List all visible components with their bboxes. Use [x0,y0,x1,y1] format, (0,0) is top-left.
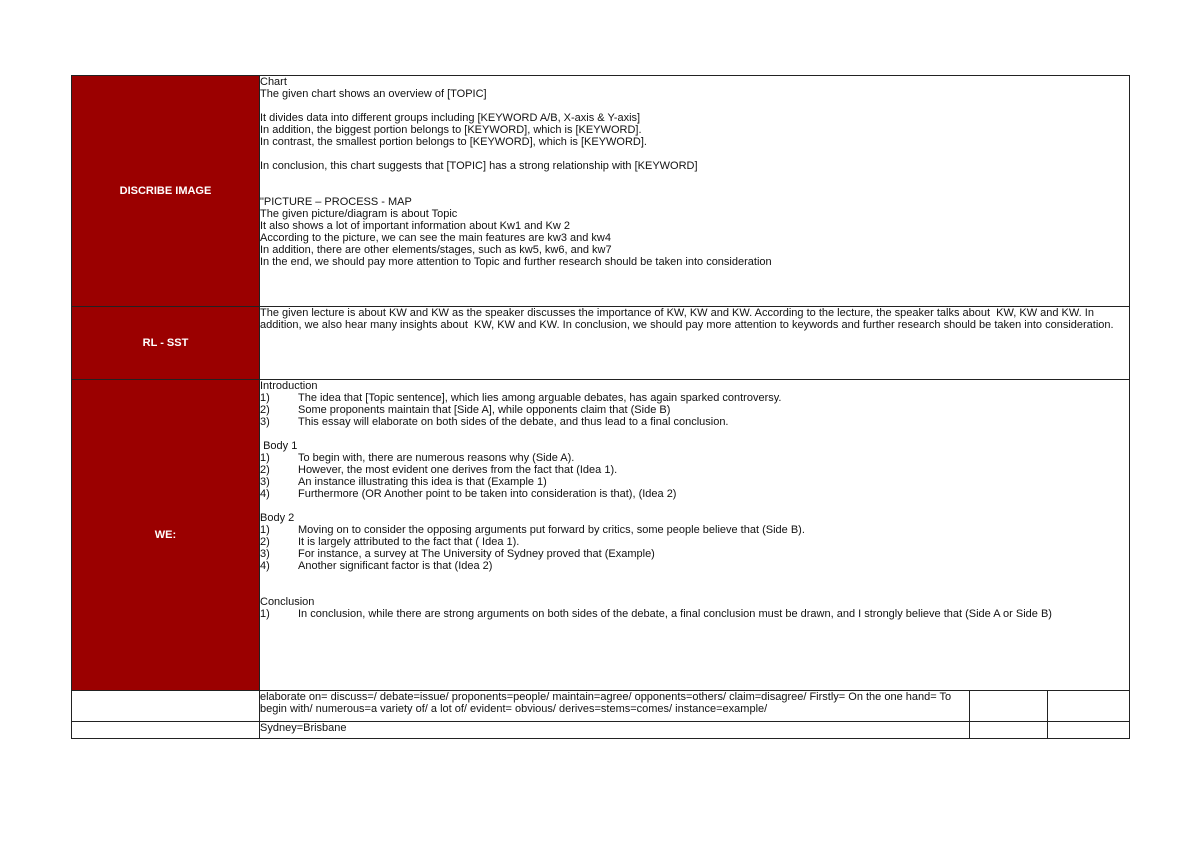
item-number: 1) [260,608,270,620]
blank-cell[interactable] [970,691,1048,722]
item-text: To begin with, there are numerous reasons why (Side A). [298,452,575,464]
list-item [260,464,1129,476]
text-line: Chart [260,76,287,88]
list-item [260,548,1129,560]
body2-heading: Body 2 [260,512,295,524]
worksheet [71,75,1129,739]
item-number: 1) [260,392,270,404]
list-item [260,404,1129,416]
text-line: In the end, we should pay more attention to Topic and further research should be taken into consideration [260,256,772,268]
text-line: According to the picture, we can see the main features are kw3 and kw4 [260,232,611,244]
text-line [260,184,1129,196]
list-item [260,608,1129,620]
text-line: In conclusion, this chart suggests that [TOPIC] has a strong relationship with [KEYWORD] [260,160,698,172]
item-number: 3) [260,548,270,560]
text-line: It divides data into different groups including [KEYWORD A/B, X-axis & Y-axis] [260,112,641,124]
item-text: An instance illustrating this idea is that (Example 1) [298,476,547,488]
item-text: Furthermore (OR Another point to be taken into consideration is that), (Idea 2) [298,488,677,500]
sydney-cell[interactable] [260,722,970,739]
list-item [260,452,1129,464]
text-line: It also shows a lot of important information about Kw1 and Kw 2 [260,220,570,232]
item-number: 1) [260,452,270,464]
text-line: "PICTURE – PROCESS - MAP [260,196,412,208]
text-line [260,172,1129,184]
label-we: WE: [72,380,260,691]
item-text: In conclusion, while there are strong arguments on both sides of the debate, a final conclusion must be drawn, and I strongly believe that (Side A or Side B) [298,608,1052,620]
spacer [260,584,1129,596]
item-number: 3) [260,476,270,488]
list-item [260,476,1129,488]
row-vocabulary [72,691,1130,722]
row-sydney [72,722,1130,739]
blank-cell[interactable] [1048,691,1130,722]
text-line: In addition, the biggest portion belongs to [KEYWORD], which is [KEYWORD]. [260,124,642,136]
list-item [260,560,1129,572]
item-number: 4) [260,488,270,500]
row-describe-image [72,76,1130,307]
item-number: 2) [260,464,270,476]
blank-label-cell[interactable] [72,722,260,739]
item-number: 2) [260,536,270,548]
spacer [260,500,1129,512]
text-line: The given chart shows an overview of [TOPIC] [260,88,487,100]
sydney-text: Sydney=Brisbane [260,722,347,734]
spacer [260,572,1129,584]
intro-heading: Introduction [260,380,318,392]
text-line [260,100,1129,112]
text-line [260,148,1129,160]
label-describe-image: DISCRIBE IMAGE [72,76,260,307]
label-rl-sst: RL - SST [72,307,260,380]
item-text: Moving on to consider the opposing arguments put forward by critics, some people believe that (Side B). [298,524,805,536]
item-text: It is largely attributed to the fact that ( Idea 1). [298,536,520,548]
text-line: The given picture/diagram is about Topic [260,208,458,220]
rl-sst-content[interactable] [260,307,1130,380]
we-content[interactable] [260,380,1130,691]
body1-heading: Body 1 [260,440,298,452]
item-number: 3) [260,416,270,428]
list-item [260,488,1129,500]
row-rl-sst [72,307,1130,380]
vocabulary-cell[interactable] [260,691,970,722]
row-we [72,380,1130,691]
item-number: 1) [260,524,270,536]
rl-sst-text: The given lecture is about KW and KW as the speaker discusses the importance of KW, KW and KW. According to the lecture, the speaker talks about KW, KW and KW. In addition, we also hear many insights about KW, KW and KW. In conclusion, we should pay more attention to keywords and further research should be taken into consideration. [260,307,1114,331]
blank-cell[interactable] [970,722,1048,739]
blank-label-cell[interactable] [72,691,260,722]
item-text: For instance, a survey at The University of Sydney proved that (Example) [298,548,655,560]
list-item [260,536,1129,548]
template-table [71,75,1130,739]
list-item [260,392,1129,404]
item-text: However, the most evident one derives from the fact that (Idea 1). [298,464,618,476]
item-text: The idea that [Topic sentence], which lies among arguable debates, has again sparked controversy. [298,392,782,404]
item-number: 4) [260,560,270,572]
conclusion-heading: Conclusion [260,596,315,608]
list-item [260,416,1129,428]
item-number: 2) [260,404,270,416]
spacer [260,428,1129,440]
vocabulary-text: elaborate on= discuss=/ debate=issue/ proponents=people/ maintain=agree/ opponents=others/ claim=disagree/ Firstly= On the one hand= To begin with/ numerous=a variety of/ a lot of/ evident= obvious/ derives=stems=comes/ instance=example/ [260,691,955,715]
blank-cell[interactable] [1048,722,1130,739]
item-text: Another significant factor is that (Idea 2) [298,560,493,572]
list-item [260,524,1129,536]
text-line: In addition, there are other elements/stages, such as kw5, kw6, and kw7 [260,244,612,256]
item-text: Some proponents maintain that [Side A], while opponents claim that (Side B) [298,404,671,416]
text-line: In contrast, the smallest portion belongs to [KEYWORD], which is [KEYWORD]. [260,136,647,148]
item-text: This essay will elaborate on both sides of the debate, and thus lead to a final conclusion. [298,416,729,428]
describe-image-content[interactable] [260,76,1130,307]
